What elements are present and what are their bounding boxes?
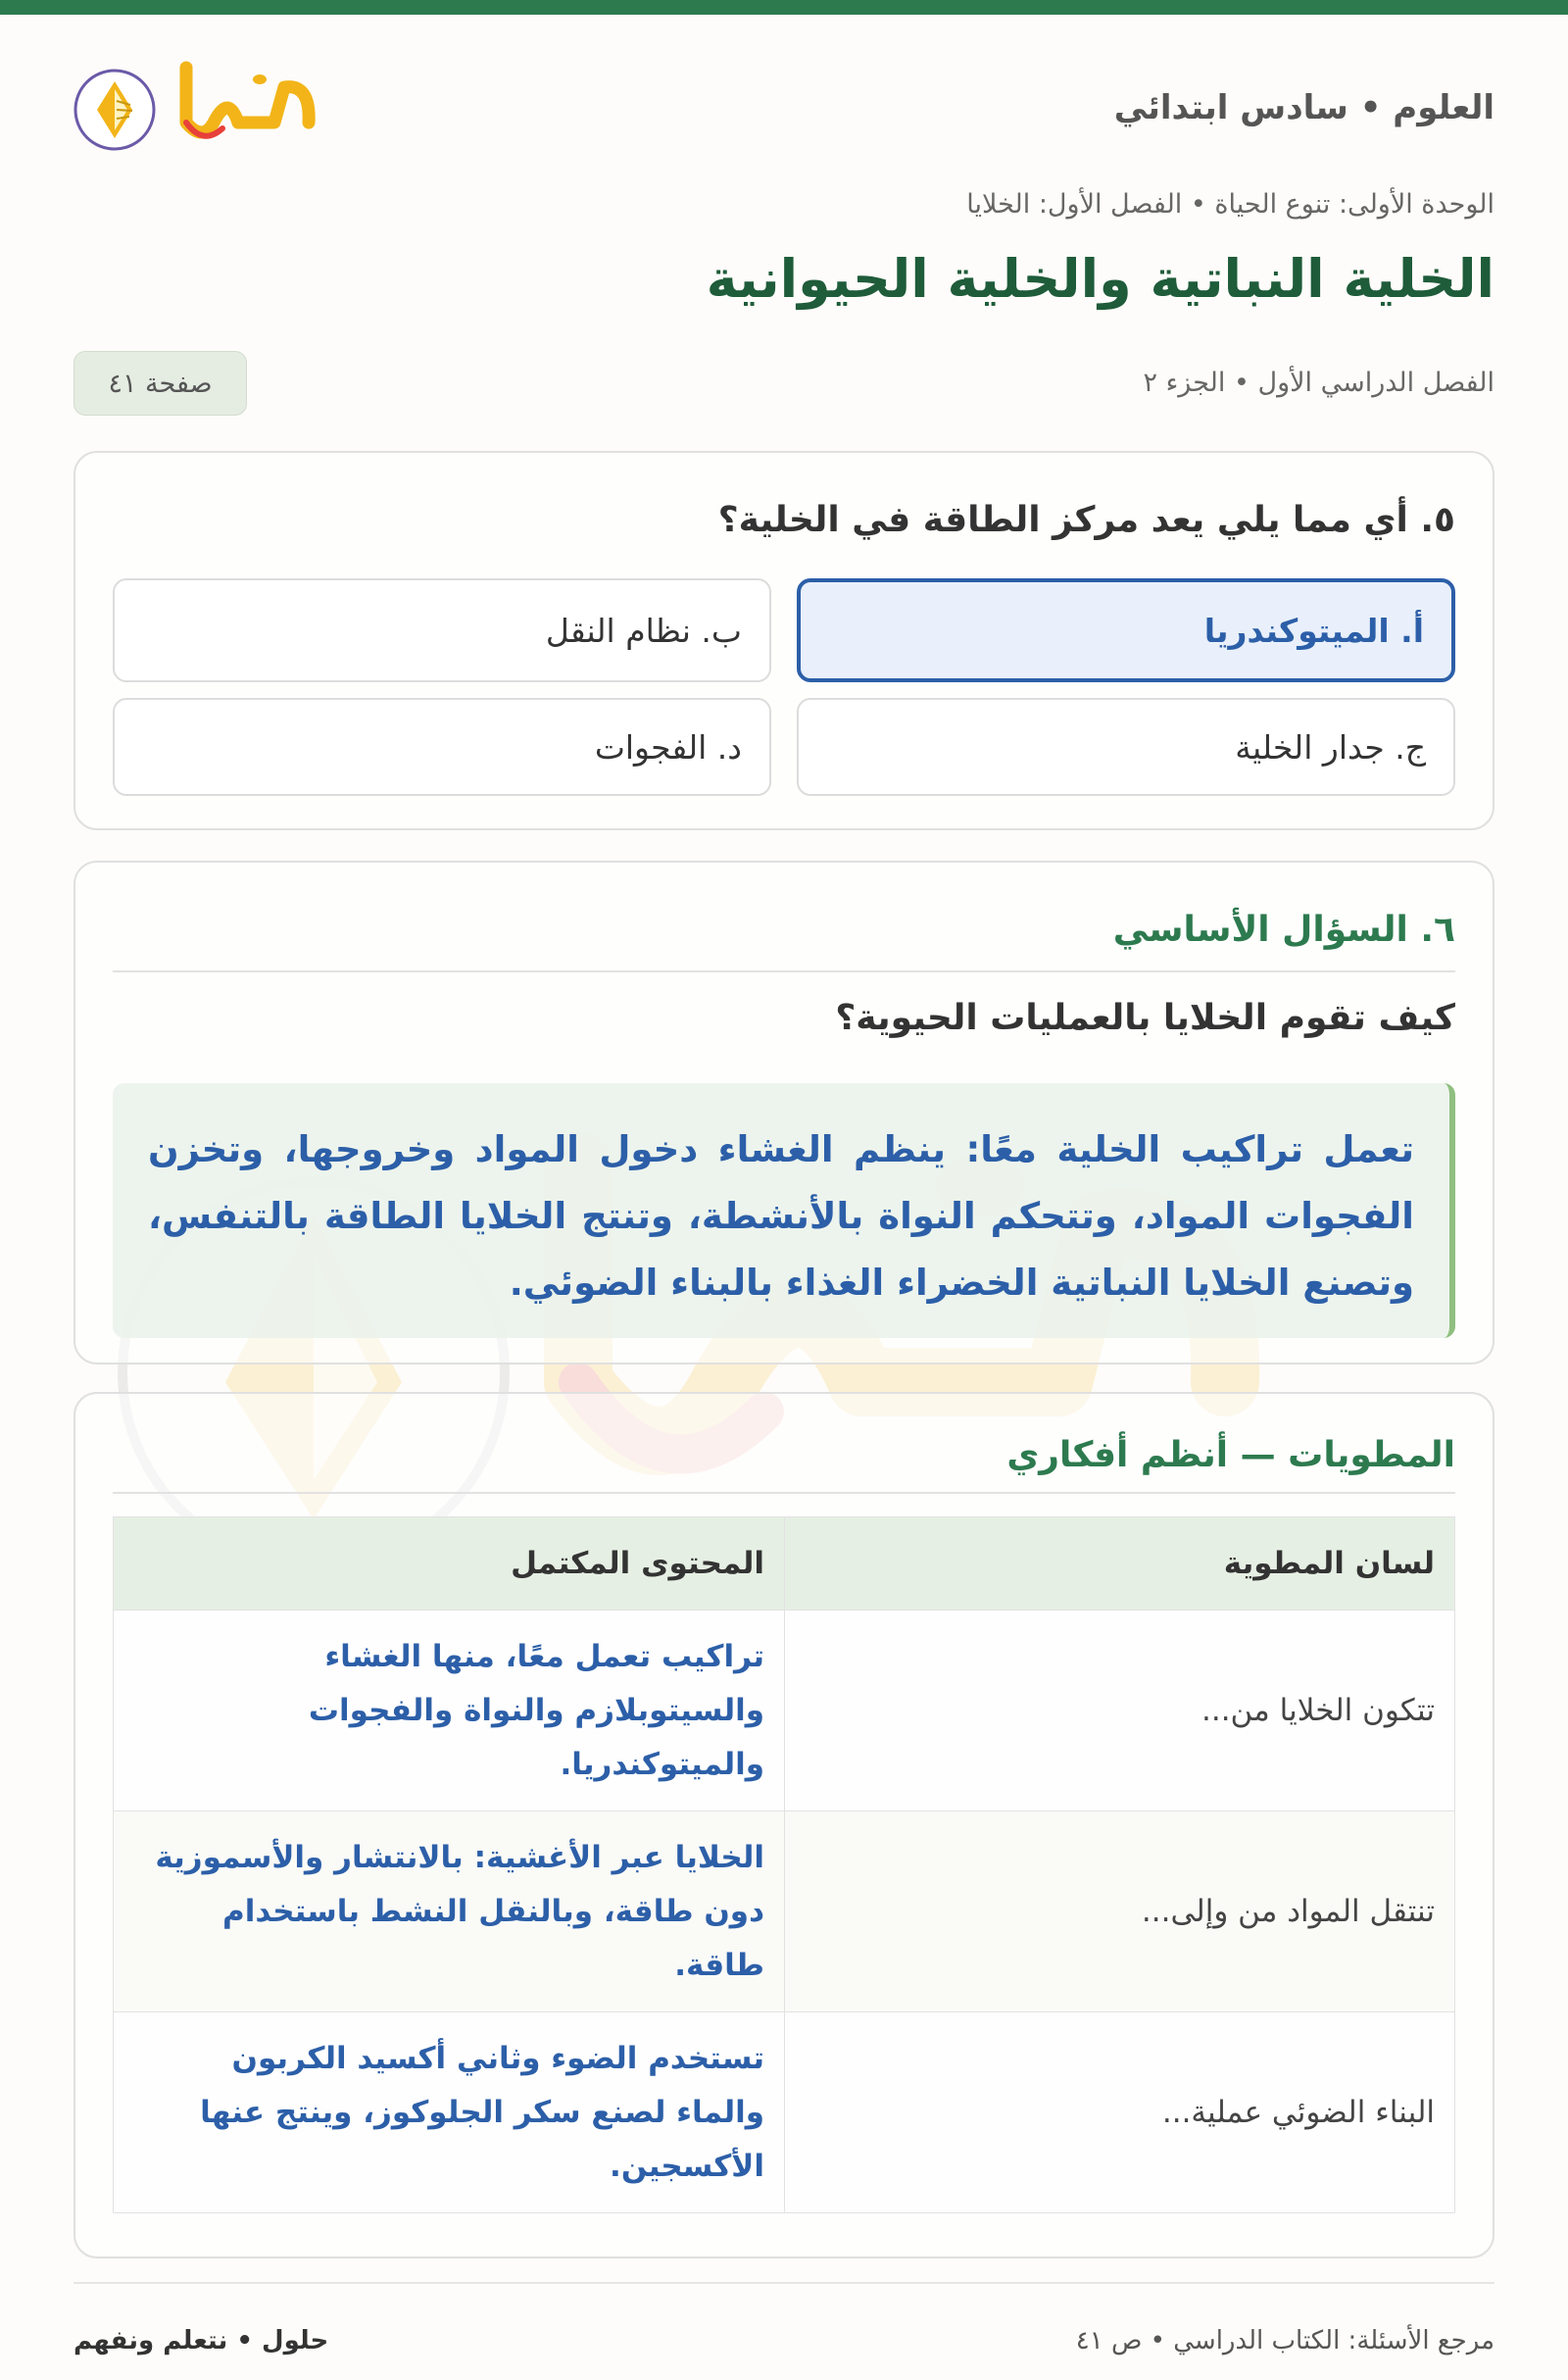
table-row (114, 2012, 1455, 2213)
section-divider (113, 1492, 1455, 1494)
section-divider (113, 970, 1455, 972)
foldable-tab-cell: تنتقل المواد من وإلى... (785, 1811, 1455, 2012)
column-header-tab: لسان المطوية (785, 1517, 1455, 1611)
foldable-content-cell: تستخدم الضوء وثاني أكسيد الكربون والماء لصنع سكر الجلوكوز، وينتج عنها الأكسجين. (114, 2012, 785, 2213)
halool-logo-icon[interactable] (74, 54, 328, 162)
essential-question-heading: ٦. السؤال الأساسي (1112, 910, 1455, 950)
question-6-card (74, 861, 1494, 1364)
footer-reference: مرجع الأسئلة: الكتاب الدراسي • ص ٤١ (1075, 2326, 1494, 2355)
foldables-card (74, 1392, 1494, 2258)
question-5-text: ٥. أي مما يلي يعد مركز الطاقة في الخلية؟ (717, 500, 1455, 540)
footer-divider (74, 2282, 1494, 2284)
option-c-cell-wall[interactable]: ج. جدار الخلية (797, 698, 1455, 796)
column-header-content: المحتوى المكتمل (114, 1517, 785, 1611)
question-5-card (74, 451, 1494, 830)
essential-question-text: كيف تقوم الخلايا بالعمليات الحيوية؟ (835, 998, 1455, 1038)
breadcrumb: الوحدة الأولى: تنوع الحياة • الفصل الأول: الخلايا (966, 189, 1494, 220)
page-title: الخلية النباتية والخلية الحيوانية (706, 248, 1494, 310)
option-a-mitochondria[interactable]: أ. الميتوكندريا (797, 578, 1455, 682)
option-b-transport-system[interactable]: ب. نظام النقل (113, 578, 771, 682)
page-number-badge: صفحة ٤١ (74, 351, 247, 416)
subject-label: العلوم • سادس ابتدائي (1113, 88, 1494, 127)
foldables-table (113, 1516, 1455, 2213)
top-accent-bar (0, 0, 1568, 15)
semester-meta: الفصل الدراسي الأول • الجزء ٢ (1143, 368, 1494, 398)
foldable-content-cell: الخلايا عبر الأغشية: بالانتشار والأسموزية دون طاقة، وبالنقل النشط باستخدام طاقة. (114, 1811, 785, 2012)
page-header (74, 15, 1494, 181)
option-d-vacuoles[interactable]: د. الفجوات (113, 698, 771, 796)
table-row (114, 1811, 1455, 2012)
foldable-content-cell: تراكيب تعمل معًا، منها الغشاء والسيتوبلازم والنواة والفجوات والميتوكندريا. (114, 1611, 785, 1811)
table-header-row (114, 1517, 1455, 1611)
table-row (114, 1611, 1455, 1811)
foldables-heading: المطويات — أنظم أفكاري (1006, 1435, 1455, 1475)
essential-answer: تعمل تراكيب الخلية معًا: ينظم الغشاء دخول المواد وخروجها، وتخزن الفجوات المواد، وتتحكم النواة بالأنشطة، وتنتج الخلايا الطاقة بالتنفس، وتصنع الخلايا النباتية الخضراء الغذاء بالبناء الضوئي. (113, 1083, 1455, 1338)
foldable-tab-cell: البناء الضوئي عملية... (785, 2012, 1455, 2213)
foldable-tab-cell: تتكون الخلايا من... (785, 1611, 1455, 1811)
page-content (74, 15, 1494, 2355)
footer-brand: حلول • نتعلم ونفهم (74, 2326, 329, 2355)
